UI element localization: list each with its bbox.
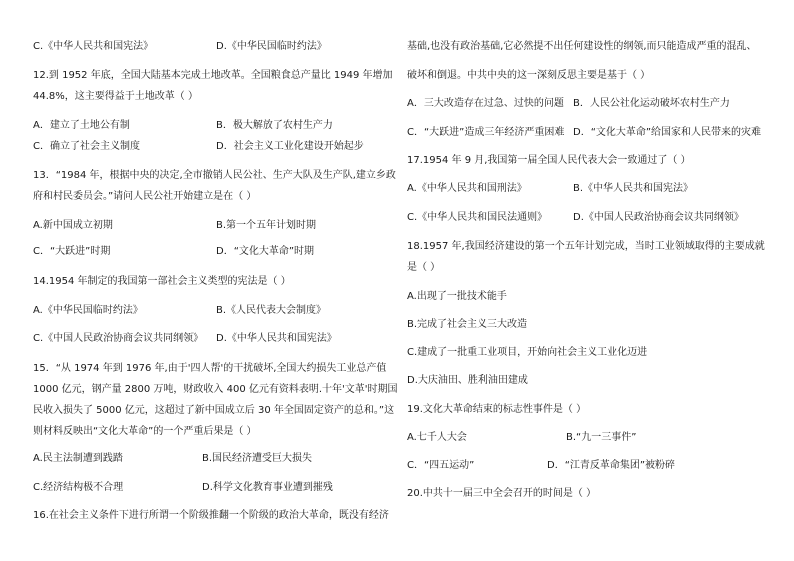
- q12-option-d: D．社会主义工业化建设开始起步: [216, 141, 364, 152]
- q16-stem-line2: 基础,也没有政治基础,它必然提不出任何建设性的纲领,而只能造成严重的混乱、: [407, 41, 757, 52]
- q19-option-c: C．“四五运动”: [407, 460, 475, 471]
- q17-option-c: C.《中华人民共和国民法通则》: [407, 212, 548, 223]
- q15-option-b: B.国民经济遭受巨大损失: [202, 453, 313, 464]
- q17-option-d: D.《中国人民政治协商会议共同纲领》: [573, 212, 744, 223]
- q18-option-d: D.大庆油田、胜利油田建成: [407, 375, 528, 386]
- q19-option-b: B.“九一三事件”: [566, 432, 637, 443]
- q13-option-c: C．“大跃进”时期: [33, 246, 111, 257]
- q16-option-c: C．“大跃进”造成三年经济严重困难: [407, 127, 565, 138]
- q13-option-b: B.第一个五年计划时期: [216, 220, 317, 231]
- q12-option-b: B．极大解放了农村生产力: [216, 120, 333, 131]
- q15-option-c: C.经济结构极不合理: [33, 482, 124, 493]
- q14-option-d: D.《中华人民共和国宪法》: [216, 333, 337, 344]
- q14-option-c: C.《中国人民政治协商会议共同纲领》: [33, 333, 204, 344]
- q15-stem-line2: 1000 亿元，钢产量 2800 万吨，财政收入 400 亿元有资料表明.十年'文革'时期国: [33, 384, 398, 395]
- q16-option-a: A．三大改造存在过急、过快的问题: [407, 98, 564, 109]
- q16-option-d: D．“文化大革命”给国家和人民带来的灾难: [573, 127, 762, 138]
- q16-stem-line3: 破坏和倒退。中共中央的这一深刻反思主要是基于（ ）: [407, 70, 651, 81]
- q17-option-b: B.《中华人民共和国宪法》: [573, 183, 694, 194]
- q14-option-a: A.《中华民国临时约法》: [33, 305, 143, 316]
- q16-stem-line1: 16.在社会主义条件下进行所谓一个阶级推翻一个阶级的政治大革命，既没有经济: [33, 510, 389, 521]
- q18-stem-line2: 是（ ）: [407, 262, 441, 273]
- q19-option-d: D．“江青反革命集团”被粉碎: [547, 460, 676, 471]
- q18-option-a: A.出现了一批技术能手: [407, 291, 507, 302]
- q19-stem: 19.文化大革命结束的标志性事件是（ ）: [407, 404, 587, 415]
- q12-stem-line1: 12.到 1952 年底，全国大陆基本完成土地改革。全国粮食总产量比 1949 年增加: [33, 70, 393, 81]
- q19-option-a: A.七千人大会: [407, 432, 467, 443]
- q12-option-c: C．确立了社会主义制度: [33, 141, 140, 152]
- q18-stem-line1: 18.1957 年,我国经济建设的第一个五年计划完成，当时工业领域取得的主要成就: [407, 241, 765, 252]
- q11-option-c: C.《中华人民共和国宪法》: [33, 41, 154, 52]
- q17-stem: 17.1954 年 9 月,我国第一届全国人民代表大会一致通过了（ ）: [407, 155, 691, 166]
- q15-stem-line1: 15．“从 1974 年到 1976 年,由于'四人帮'的干扰破坏,全国大约损失工业总产值: [33, 363, 387, 374]
- q14-option-b: B.《人民代表大会制度》: [216, 305, 327, 316]
- q15-option-d: D.科学文化教育事业遭到摧残: [202, 482, 333, 493]
- q12-stem-line2: 44.8%，这主要得益于土地改革（ ）: [33, 91, 198, 102]
- q13-stem-line1: 13．“1984 年，根据中央的决定,全市撤销人民公社、生产大队及生产队,建立乡政: [33, 170, 396, 181]
- q18-option-c: C.建成了一批重工业项目，开始向社会主义工业化迈进: [407, 347, 648, 358]
- q13-option-d: D．“文化大革命”时期: [216, 246, 315, 257]
- q15-stem-line4: 则材料反映出“文化大革命”的一个严重后果是（ ）: [33, 426, 257, 437]
- q15-option-a: A.民主法制遭到践踏: [33, 453, 123, 464]
- q15-stem-line3: 民收入损失了 5000 亿元，这超过了新中国成立后 30 年全国固定资产的总和。”这: [33, 405, 395, 416]
- q12-option-a: A．建立了土地公有制: [33, 120, 130, 131]
- q13-option-a: A.新中国成立初期: [33, 220, 113, 231]
- q20-stem: 20.中共十一届三中全会召开的时间是（ ）: [407, 488, 597, 499]
- q18-option-b: B.完成了社会主义三大改造: [407, 319, 528, 330]
- q11-option-d: D.《中华民国临时约法》: [216, 41, 327, 52]
- q14-stem: 14.1954 年制定的我国第一部社会主义类型的宪法是（ ）: [33, 276, 291, 287]
- q16-option-b: B．人民公社化运动破坏农村生产力: [573, 98, 730, 109]
- q13-stem-line2: 府和村民委员会。”请问人民公社开始建立是在（ ）: [33, 191, 257, 202]
- q17-option-a: A.《中华人民共和国刑法》: [407, 183, 527, 194]
